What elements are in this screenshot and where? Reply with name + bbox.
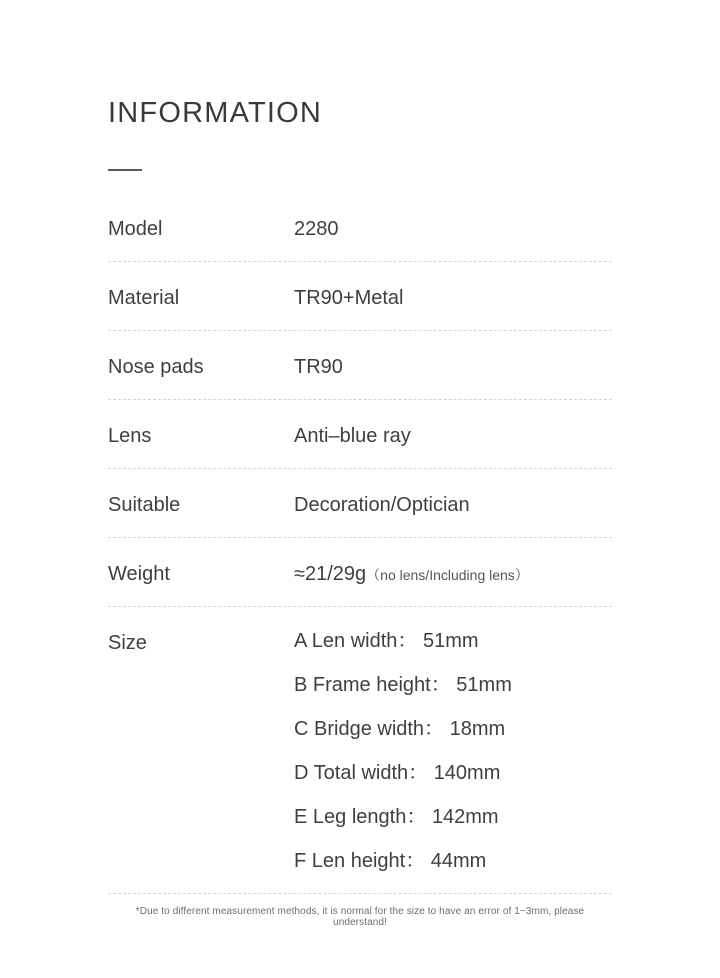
spec-label-material: Material [108,286,180,309]
spec-label-model: Model [108,217,163,240]
table-row [108,193,612,262]
spec-value-weight-number: ≈21/29g [294,562,367,585]
size-line-a: A Len width： 51mm [294,629,479,652]
size-line-e: E Leg length： 142mm [294,805,499,828]
spec-value-lens: Anti–blue ray [294,424,411,447]
size-line-d: D Total width： 140mm [294,761,501,784]
spec-value-model: 2280 [294,217,339,240]
size-line-c: C Bridge width： 18mm [294,717,506,740]
spec-value-suitable: Decoration/Optician [294,493,470,516]
table-row [108,538,612,607]
specification-table [108,193,612,894]
table-row [108,331,612,400]
spec-value-weight-note: （no lens/Including lens） [366,566,529,583]
spec-label-size: Size [108,631,147,654]
size-line-f: F Len height： 44mm [294,849,487,872]
table-row [108,607,612,894]
spec-label-nose-pads: Nose pads [108,355,204,378]
spec-value-nose-pads: TR90 [294,355,343,378]
spec-value-material: TR90+Metal [294,286,404,309]
spec-label-weight: Weight [108,562,170,585]
title-underline-rule [108,169,142,171]
page-title: INFORMATION [108,97,323,129]
spec-value-weight [294,538,612,586]
information-content [108,96,612,928]
table-row [108,400,612,469]
table-row [108,262,612,331]
table-row [108,469,612,538]
spec-value-size [294,607,612,893]
size-line-b: B Frame height： 51mm [294,673,512,696]
spec-label-lens: Lens [108,424,152,447]
spec-label-suitable: Suitable [108,493,181,516]
measurement-footnote: *Due to different measurement methods, it is normal for the size to have an error of 1~3mm, please understand! [135,905,585,928]
